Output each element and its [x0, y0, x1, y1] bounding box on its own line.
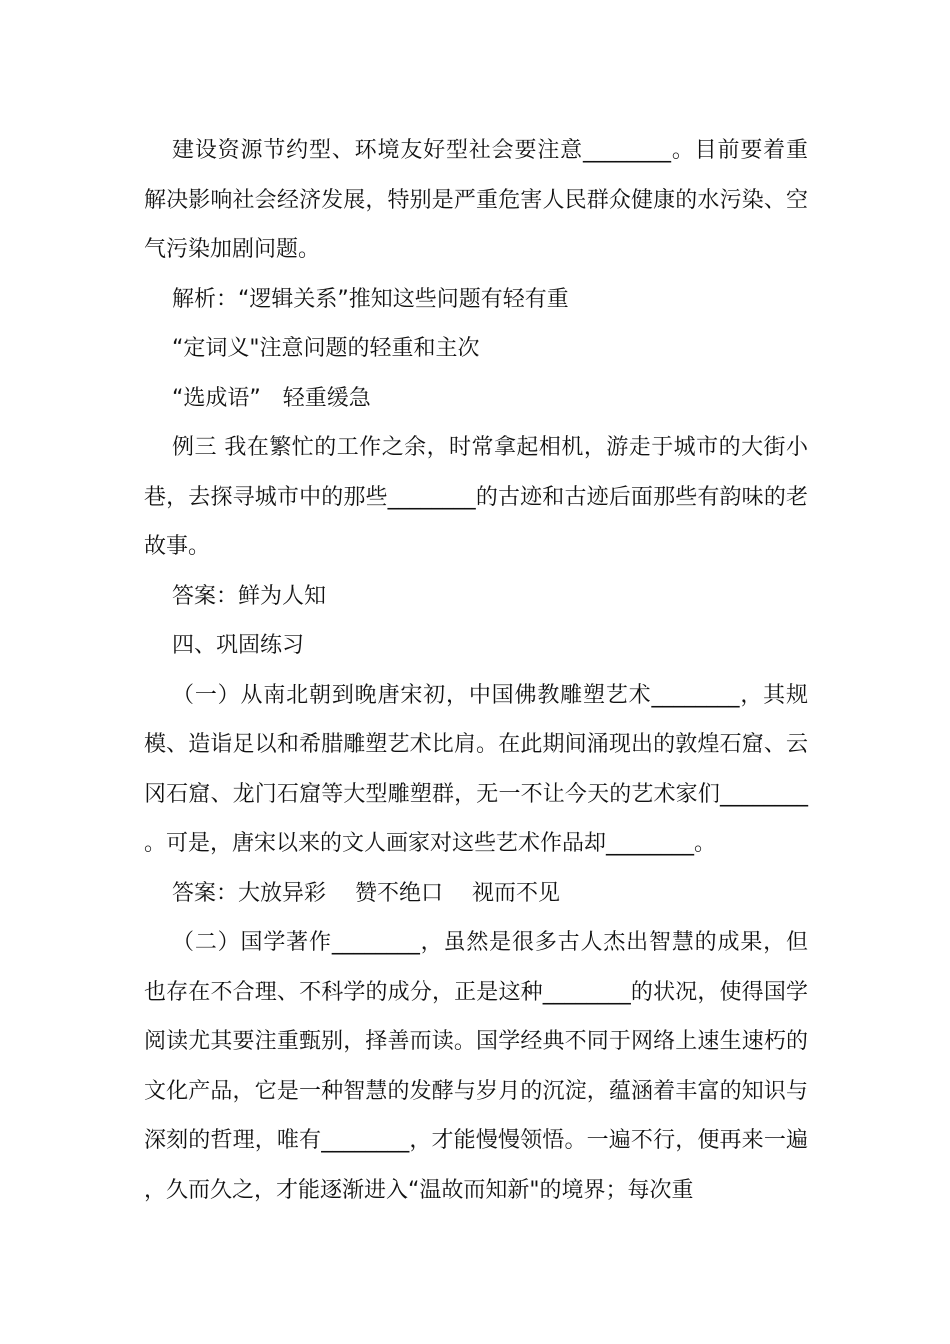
paragraph-intro-question: 建设资源节约型、环境友好型社会要注意________。目前要着重解决影响社会经济发展，特别是严重危害人民群众健康的水污染、空气污染加剧问题。 — [144, 138, 808, 262]
paragraph-choose-idiom: “选成语” 轻重缓急 — [172, 385, 371, 411]
paragraph-exercise-two: （二）国学著作________，虽然是很多古人杰出智慧的成果，但也存在不合理、不科学的成分，正是这种________的状况，使得国学阅读尤其要注重甄别，择善而读。国学经典不同于网络上速生速朽的文化产品，它是一种智慧的发酵与岁月的沉淀，蕴涵着丰富的知识与深刻的哲理，唯有________，才能慢慢领悟。一遍不行，便再来一遍，久而久之，才能逐渐进入“温故而知新"的境界；每次重 — [144, 930, 808, 1203]
document-body — [144, 126, 808, 1215]
section-heading-practice: 四、巩固练习 — [172, 633, 305, 658]
paragraph-answer-one: 答案：鲜为人知 — [172, 583, 327, 609]
paragraph-example-three: 例三 我在繁忙的工作之余，时常拿起相机，游走于城市的大街小巷，去探寻城市中的那些________的古迹和古迹后面那些有韵味的老故事。 — [144, 435, 808, 559]
paragraph-analysis: 解析：“逻辑关系”推知这些问题有轻有重 — [172, 286, 569, 312]
paragraph-define-meaning: “定词义"注意问题的轻重和主次 — [172, 336, 480, 361]
paragraph-answer-two: 答案：大放异彩 赞不绝口 视而不见 — [172, 880, 560, 906]
paragraph-exercise-one: （一）从南北朝到晚唐宋初，中国佛教雕塑艺术________，其规模、造诣足以和希腊雕塑艺术比肩。在此期间涌现出的敦煌石窟、云冈石窟、龙门石窟等大型雕塑群，无一不让今天的艺术家们________。可是，唐宋以来的文人画家对这些艺术作品却________。 — [144, 682, 808, 856]
